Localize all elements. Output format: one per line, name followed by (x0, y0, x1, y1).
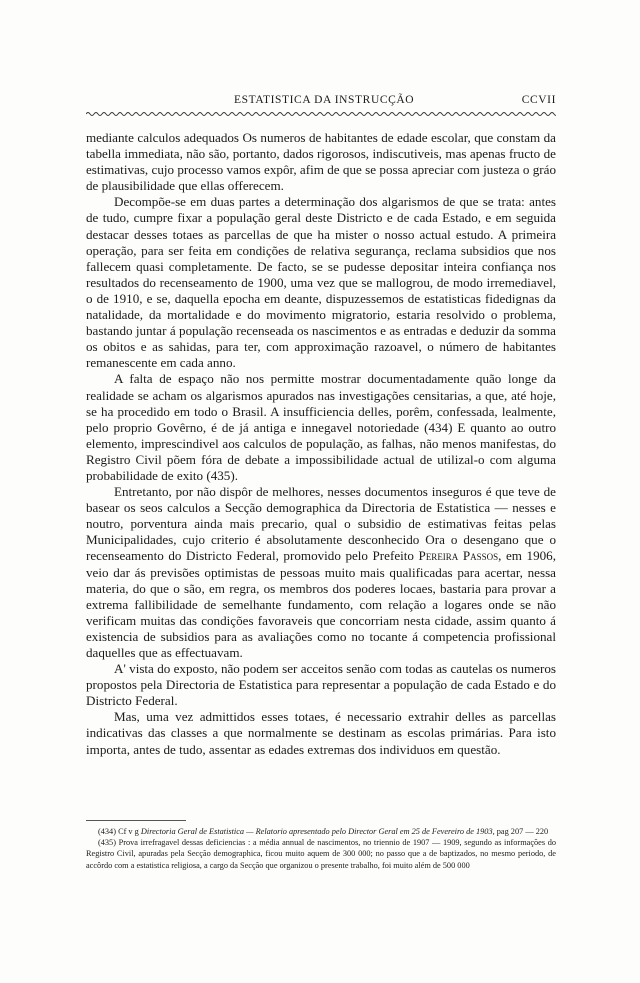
footnote-rule (86, 820, 186, 821)
footnote-text: Cf v g (118, 827, 139, 836)
paragraph-text: Entretanto, por não dispôr de melhores, nesses documentos inseguros é que teve de basear os seos calculos a Secção demographica da Directoria de Estatistica — nesses e noutro, porventura ainda mais precario, qual o subsidio de estimativas feitas pelas Municipalidades, cujo criterio é absolutamente desconhecido Ora o desengano que o recenseamento do Districto Federal, promovido pelo Prefeito (86, 484, 556, 564)
footnote-text: pag 207 — 220 (496, 827, 549, 836)
footnote-citation: Directoria Geral de Estatistica — Relatorio apresentado pelo Director Geral em 25 de Fevereiro de 1903, (140, 827, 495, 836)
paragraph: A' vista do exposto, não podem ser acceitos senão com todas as cautelas os numeros propostos pela Directoria de Estatistica para representar a população de cada Estado e do Districto Federal. (86, 661, 556, 709)
footnote (86, 837, 556, 871)
paragraph: A falta de espaço não nos permitte mostrar documentadamente quão longe da realidade se acham os algarismos apurados nas investigações censitarias, a que, até hoje, se ha procedido em todo o Brasil. A insufficiencia delles, porêm, confessada, lealmente, pelo proprio Govêrno, é de já antiga e innegavel notoriedade (434) E quanto ao outro elemento, imprescindivel aos calculos de população, as falhas, não menos manifestas, do Registro Civil põem fóra de debate a impossibilidade actual de utilizal-o com alguma probabilidade de exito (435). (86, 371, 556, 483)
paragraph: Decompõe-se em duas partes a determinação dos algarismos de que se trata: antes de tudo, cumpre fixar a população geral deste Districto e de cada Estado, e em seguida destacar desses totaes as parcellas de que ha mister o nosso actual estudo. A primeira operação, para ser feita em condições de relativa segurança, reclama subsidios que nos fallecem quasi completamente. De facto, se se pudesse depositar inteira confiança nos resultados do recenseamento de 1900, uma vez que se mallogrou, de modo irremediavel, o de 1910, e se, daquella epocha em deante, dispuzessemos de estatisticas fidedignas da natalidade, da mortalidade e do movimento migratorio, estaria resolvido o problema, bastando juntar á população recenseada os nascimentos e as entradas e deduzir da somma os obitos e as sahidas, para ter, com approximação razoavel, o número de habitantes remanescente em cada anno. (86, 194, 556, 371)
running-title: ESTATISTICA DA INSTRUCÇÃO (234, 94, 415, 106)
paragraph: mediante calculos adequados Os numeros de habitantes de edade escolar, que constam da tabella immediata, não são, portanto, dados rigorosos, indiscutiveis, mas apenas fructo de estimativas, cujo processo vamos expôr, afim de que se possa apreciar com justeza o gráo de plausibilidade que ellas offerecem. (86, 130, 556, 194)
footnote-number: (434) (98, 827, 116, 836)
footnote-text: Prova irrefragavel dessas deficiencias : a média annual de nascimentos, no triennio de 1907 — 1909, segundo as informações do Registro Civil, apuradas pela Secção demographica, ficou muito aquem de 300 000; no passo que a de baptizados, no mesmo periodo, de accôrdo com a estatistica religiosa, a cargo da Secção que organizou o presente trabalho, foi muito além de 500 000 (86, 838, 556, 870)
footnote-number: (435) (98, 838, 116, 848)
person-name: Pereira Passos (418, 548, 499, 564)
wavy-header-rule (86, 110, 556, 118)
footnote (86, 826, 556, 837)
page-number: CCVII (521, 94, 556, 106)
paragraph-text: , em 1906, veio dar ás previsões optimistas de pessoas muito mais qualificadas para acertar, nessa materia, do que o são, em regra, os membros dos poderes locaes, bastaria para provar a extrema fallibilidade de semelhante fundamento, com relação a logares onde se não verificam muitas das condições favoraveis que concorriam nesta cidade, assim quanto á existencia de subsidios para as avaliações como no tocante á competencia profissional daquelles que as effectuavam. (86, 548, 556, 660)
footnotes (86, 826, 556, 871)
paragraph: Mas, uma vez admittidos esses totaes, é necessario extrahir delles as parcellas indicativas das classes a que normalmente se destinam as escolas primárias. Para isto importa, antes de tudo, assentar as edades extremas dos individuos em questão. (86, 709, 556, 757)
body-text (86, 130, 556, 758)
paragraph (86, 484, 556, 661)
